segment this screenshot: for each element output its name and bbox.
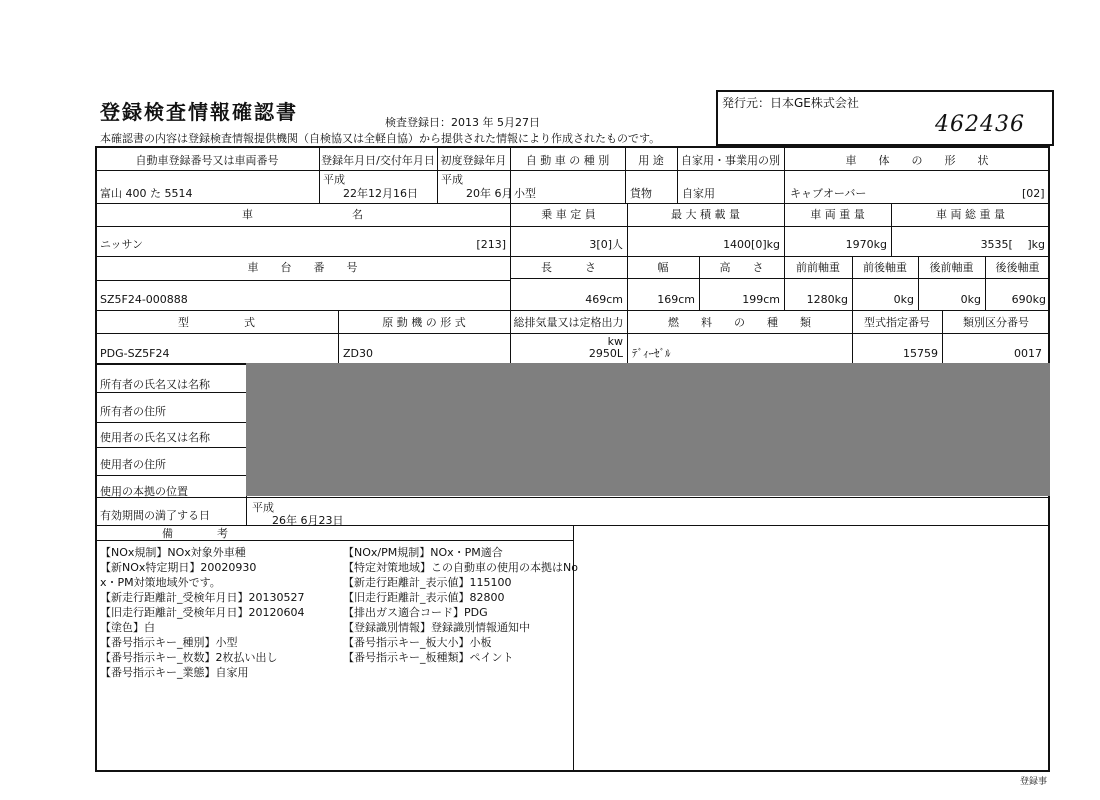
document-note: 本確認書の内容は登録検査情報提供機関（自検協又は全軽自協）から提供された情報により作成されたものです。: [100, 132, 661, 145]
header-max-load: 最 大 積 載 量: [671, 208, 740, 221]
remark-line: 【番号指示キー_板種類】ペイント: [343, 651, 514, 664]
remark-line: 【旧走行距離計_表示値】82800: [343, 591, 505, 604]
vehicle-type-value: 小型: [514, 187, 536, 200]
reg-no-value: 富山 400 た 5514: [100, 187, 193, 200]
first-reg-era: 平成: [441, 173, 463, 186]
row-divider: [510, 278, 1050, 279]
private-business-value: 自家用: [682, 187, 715, 200]
vehicle-name-code: [213]: [476, 238, 506, 251]
row-divider: [95, 170, 1050, 171]
header-gross-weight: 車 両 総 重 量: [936, 208, 1005, 221]
row-divider: [95, 203, 1050, 204]
remark-line: 【旧走行距離計_受検年月日】20120604: [100, 606, 305, 619]
fuel-value: ﾃﾞｨｰｾﾞﾙ: [632, 347, 671, 360]
footer-stamp: 登録事: [1020, 777, 1048, 787]
rf-axle-value: 0kg: [960, 293, 981, 306]
header-rr-axle: 後後軸重: [995, 261, 1040, 274]
header-weight: 車 両 重 量: [810, 208, 865, 221]
row-divider: [95, 497, 1050, 498]
header-reg-date: 登録年月日/交付年月日: [321, 154, 435, 167]
document-title: 登録検査情報確認書: [100, 100, 298, 124]
category-no-value: 0017: [1014, 347, 1042, 360]
chassis-value: SZ5F24-000888: [100, 293, 188, 306]
header-fuel: 燃 料 の 種 類: [668, 316, 811, 329]
body-shape-value: キャブオーバー: [790, 187, 867, 200]
expiry-era: 平成: [252, 501, 274, 514]
remark-line: 【NOx/PM規制】NOx・PM適合: [343, 546, 503, 559]
body-shape-code: [02]: [1022, 187, 1045, 200]
remark-line: 【番号指示キー_業態】自家用: [100, 666, 249, 679]
handwritten-number: 462436: [935, 112, 1025, 137]
displacement-unit: kw: [607, 335, 623, 348]
model-value: PDG-SZ5F24: [100, 347, 170, 360]
header-fr-axle: 前後軸重: [863, 261, 907, 274]
header-length: 長 さ: [541, 261, 596, 274]
user-address-label: 使用者の住所: [100, 458, 166, 471]
remark-line: 【新NOx特定期日】20020930: [100, 561, 257, 574]
remark-line: 【番号指示キー_種別】小型: [100, 636, 238, 649]
col-divider: [510, 146, 511, 363]
length-value: 469cm: [585, 293, 623, 306]
issuer-label: 発行元：日本GE株式会社: [722, 96, 859, 110]
row-divider: [95, 256, 1050, 257]
row-divider: [95, 333, 1050, 334]
displacement-value: 2950L: [588, 347, 623, 360]
vehicle-name-value: ニッサン: [100, 238, 144, 251]
header-chassis: 車 台 番 号: [247, 261, 358, 274]
row-divider: [95, 226, 1050, 227]
remark-line: 【特定対策地域】この自動車の使用の本拠はNo: [343, 561, 578, 574]
row-divider: [95, 422, 246, 423]
header-engine: 原 動 機 の 形 式: [382, 316, 466, 329]
user-name-label: 使用者の氏名又は名称: [100, 431, 210, 444]
remark-line: 【新走行距離計_表示値】115100: [343, 576, 512, 589]
redacted-block: [246, 363, 1050, 496]
remark-line: 【NOx規制】NOx対象外車種: [100, 546, 246, 559]
reg-date-era: 平成: [323, 173, 345, 186]
remark-line: 【排出ガス適合コード】PDG: [343, 606, 488, 619]
row-divider: [95, 392, 246, 393]
header-ff-axle: 前前軸重: [796, 261, 840, 274]
capacity-value: 3[0]人: [589, 238, 623, 251]
first-reg-value: 20年 6月: [466, 187, 513, 200]
remark-line: x・PM対策地域外です。: [100, 576, 221, 589]
expiry-label: 有効期間の満了する日: [100, 509, 210, 522]
expiry-date: 26年 6月23日: [272, 514, 344, 527]
remark-line: 【新走行距離計_受検年月日】20130527: [100, 591, 305, 604]
header-use: 用 途: [638, 154, 664, 167]
owner-name-label: 所有者の氏名又は名称: [100, 378, 210, 391]
ff-axle-value: 1280kg: [806, 293, 848, 306]
remarks-label: 備 考: [162, 527, 228, 540]
row-divider: [95, 447, 246, 448]
width-value: 169cm: [657, 293, 695, 306]
header-vehicle-type: 自 動 車 の 種 別: [525, 154, 610, 167]
header-vehicle-name: 車 名: [242, 208, 363, 221]
rr-axle-value: 690kg: [1011, 293, 1046, 306]
remark-line: 【塗色】白: [100, 621, 155, 634]
row-divider: [95, 310, 1050, 311]
row-divider: [95, 475, 246, 476]
header-rf-axle: 後前軸重: [929, 261, 974, 274]
weight-value: 1970kg: [845, 238, 887, 251]
header-model-designation: 型式指定番号: [864, 316, 930, 329]
fr-axle-value: 0kg: [893, 293, 914, 306]
header-first-reg: 初度登録年月: [440, 154, 507, 167]
header-displacement: 総排気量又は定格出力: [513, 316, 624, 329]
header-body-shape: 車 体 の 形 状: [845, 154, 989, 167]
owner-address-label: 所有者の住所: [100, 405, 166, 418]
engine-value: ZD30: [343, 347, 374, 360]
remark-line: 【登録識別情報】登録識別情報通知中: [343, 621, 530, 634]
reg-date-value: 22年12月16日: [343, 187, 418, 200]
remark-line: 【番号指示キー_枚数】2枚払い出し: [100, 651, 278, 664]
header-private-business: 自家用・事業用の別: [681, 154, 780, 167]
row-divider: [95, 540, 573, 541]
inspection-date: 検査登録日：2013 年 5月27日: [385, 116, 540, 129]
remark-line: 【番号指示キー_板大小】小板: [343, 636, 492, 649]
max-load-value: 1400[0]kg: [723, 238, 780, 251]
header-capacity: 乗 車 定 員: [541, 208, 596, 221]
row-divider: [95, 280, 510, 281]
header-height: 高 さ: [719, 261, 764, 274]
use-value: 貨物: [630, 187, 652, 200]
header-category-no: 類別区分番号: [963, 316, 1029, 329]
gross-weight-value: 3535[ ]kg: [980, 238, 1045, 251]
header-width: 幅: [657, 261, 669, 274]
model-designation-value: 15759: [903, 347, 938, 360]
height-value: 199cm: [742, 293, 780, 306]
header-reg-no: 自動車登録番号又は車両番号: [135, 154, 279, 167]
header-model: 型 式: [178, 316, 255, 329]
base-location-label: 使用の本拠の位置: [100, 485, 188, 498]
